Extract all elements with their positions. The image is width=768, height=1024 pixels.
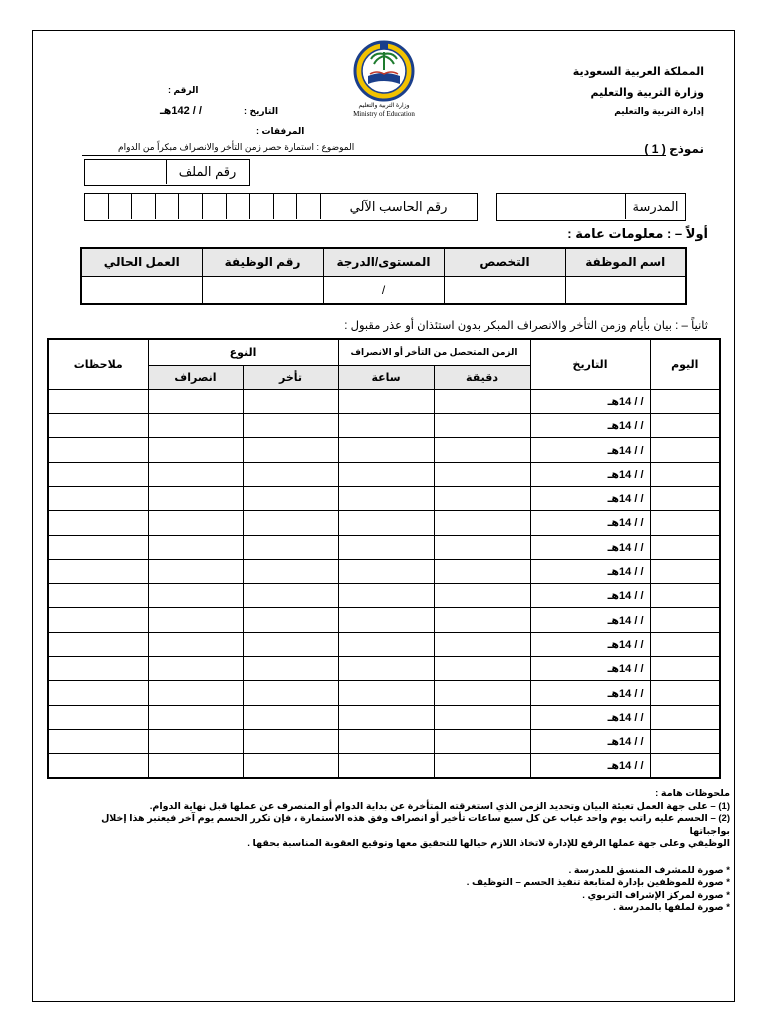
logo-caption-en: Ministry of Education <box>353 110 415 118</box>
leave-cell[interactable] <box>148 584 243 608</box>
date-cell[interactable]: / / 14هـ <box>530 754 650 778</box>
specialty-cell[interactable] <box>444 276 565 304</box>
minute-cell[interactable] <box>434 729 530 753</box>
late-cell[interactable] <box>243 584 338 608</box>
lateness-table <box>47 338 721 779</box>
late-cell[interactable] <box>243 535 338 559</box>
late-cell[interactable] <box>243 608 338 632</box>
day-cell[interactable] <box>650 414 720 438</box>
date-cell[interactable]: / / 14هـ <box>530 414 650 438</box>
date-cell[interactable]: / / 14هـ <box>530 729 650 753</box>
hour-cell[interactable] <box>338 657 434 681</box>
header-level-grade: المستوى/الدرجة <box>323 248 444 276</box>
section1-title: أولاً – : معلومات عامة : <box>567 226 708 241</box>
hour-cell[interactable] <box>338 681 434 705</box>
day-cell[interactable] <box>650 681 720 705</box>
notes-cell[interactable] <box>48 632 148 656</box>
date-cell[interactable]: / / 14هـ <box>530 486 650 510</box>
header-date: التاريخ <box>530 339 650 389</box>
header-current-work: العمل الحالي <box>81 248 202 276</box>
table-row <box>48 608 720 632</box>
minute-cell[interactable] <box>434 681 530 705</box>
hour-cell[interactable] <box>338 511 434 535</box>
notes-cell[interactable] <box>48 462 148 486</box>
minute-cell[interactable] <box>434 584 530 608</box>
minute-cell[interactable] <box>434 535 530 559</box>
header-time-group: الزمن المتحصل من التأخر أو الانصراف <box>338 339 530 365</box>
leave-cell[interactable] <box>148 657 243 681</box>
day-cell[interactable] <box>650 729 720 753</box>
table-row <box>48 584 720 608</box>
copy-line-2: * صورة للموظفين بإدارة لمتابعة تنفيذ الحسم – التوظيف . <box>466 877 730 888</box>
notes-cell[interactable] <box>48 389 148 413</box>
date-value: / / 142هـ <box>160 105 202 117</box>
school-label: المدرسة <box>625 194 685 219</box>
table-row <box>48 657 720 681</box>
hour-cell[interactable] <box>338 438 434 462</box>
job-number-cell[interactable] <box>202 276 323 304</box>
table-row <box>48 729 720 753</box>
file-number-box <box>84 159 250 186</box>
hour-cell[interactable] <box>338 389 434 413</box>
notes-cell[interactable] <box>48 681 148 705</box>
table-row <box>48 438 720 462</box>
header-hour: ساعة <box>338 365 434 389</box>
date-cell[interactable]: / / 14هـ <box>530 511 650 535</box>
late-cell[interactable] <box>243 754 338 778</box>
day-cell[interactable] <box>650 462 720 486</box>
notes-cell[interactable] <box>48 608 148 632</box>
header-minute: دقيقة <box>434 365 530 389</box>
leave-cell[interactable] <box>148 608 243 632</box>
minute-cell[interactable] <box>434 657 530 681</box>
minute-cell[interactable] <box>434 754 530 778</box>
minute-cell[interactable] <box>434 632 530 656</box>
late-cell[interactable] <box>243 511 338 535</box>
date-label: التاريخ : <box>244 106 279 116</box>
minute-cell[interactable] <box>434 511 530 535</box>
minute-cell[interactable] <box>434 414 530 438</box>
table-row <box>48 389 720 413</box>
hour-cell[interactable] <box>338 705 434 729</box>
copy-line-4: * صورة لملفها بالمدرسة . <box>613 902 730 913</box>
hour-cell[interactable] <box>338 608 434 632</box>
header-job-number: رقم الوظيفة <box>202 248 323 276</box>
file-number-label: رقم الملف <box>178 164 237 179</box>
hour-cell[interactable] <box>338 535 434 559</box>
day-cell[interactable] <box>650 657 720 681</box>
subject-rule <box>82 155 666 156</box>
table-row <box>48 414 720 438</box>
table-row <box>48 486 720 510</box>
date-cell[interactable]: / / 14هـ <box>530 657 650 681</box>
number-label: الرقم : <box>168 85 199 95</box>
header-type-group: النوع <box>148 339 338 365</box>
date-cell[interactable]: / / 14هـ <box>530 681 650 705</box>
header-late: تأخر <box>243 365 338 389</box>
late-cell[interactable] <box>243 681 338 705</box>
notes-section <box>60 788 730 915</box>
lateness-rows <box>48 389 720 778</box>
leave-cell[interactable] <box>148 729 243 753</box>
hour-cell[interactable] <box>338 414 434 438</box>
leave-cell[interactable] <box>148 559 243 583</box>
notes-cell[interactable] <box>48 511 148 535</box>
notes-cell[interactable] <box>48 414 148 438</box>
day-cell[interactable] <box>650 754 720 778</box>
late-cell[interactable] <box>243 462 338 486</box>
day-cell[interactable] <box>650 389 720 413</box>
notes-cell[interactable] <box>48 584 148 608</box>
note-item-1: (1) – على جهة العمل تعبئة البيان وتحديد الزمن الذي استغرقته المتأخرة عن بداية الدوام أو المنصرف عن عملها قبل نهاية الدوام. <box>149 800 730 812</box>
date-cell[interactable]: / / 14هـ <box>530 462 650 486</box>
notes-cell[interactable] <box>48 438 148 462</box>
hour-cell[interactable] <box>338 729 434 753</box>
form-number: نموذج ( 1 ) <box>644 142 704 156</box>
minute-cell[interactable] <box>434 705 530 729</box>
header-leave: انصراف <box>148 365 243 389</box>
notes-cell[interactable] <box>48 754 148 778</box>
minute-cell[interactable] <box>434 462 530 486</box>
header-employee-name: اسم الموظفة <box>565 248 686 276</box>
copy-line-3: * صورة لمركز الإشراف التربوي . <box>582 889 730 901</box>
notes-cell[interactable] <box>48 486 148 510</box>
notes-cell[interactable] <box>48 657 148 681</box>
employee-name-cell[interactable] <box>565 276 686 304</box>
table-row <box>48 705 720 729</box>
leave-cell[interactable] <box>148 511 243 535</box>
date-cell[interactable]: / / 14هـ <box>530 559 650 583</box>
date-cell[interactable]: / / 14هـ <box>530 632 650 656</box>
late-cell[interactable] <box>243 657 338 681</box>
day-cell[interactable] <box>650 632 720 656</box>
date-cell[interactable]: / / 14هـ <box>530 389 650 413</box>
table-row <box>48 754 720 778</box>
copy-line-1: * صورة للمشرف المنسق للمدرسة . <box>568 864 730 876</box>
late-cell[interactable] <box>243 632 338 656</box>
logo-caption-ar: وزارة التربية والتعليم <box>358 103 410 109</box>
minute-cell[interactable] <box>434 486 530 510</box>
late-cell[interactable] <box>243 559 338 583</box>
day-cell[interactable] <box>650 559 720 583</box>
day-cell[interactable] <box>650 608 720 632</box>
ministry-logo <box>346 40 422 102</box>
late-cell[interactable] <box>243 705 338 729</box>
minute-cell[interactable] <box>434 559 530 583</box>
hour-cell[interactable] <box>338 462 434 486</box>
day-cell[interactable] <box>650 584 720 608</box>
computer-number-digits[interactable] <box>85 194 320 219</box>
day-cell[interactable] <box>650 486 720 510</box>
leave-cell[interactable] <box>148 681 243 705</box>
current-work-cell[interactable] <box>81 276 202 304</box>
minute-cell[interactable] <box>434 438 530 462</box>
late-cell[interactable] <box>243 729 338 753</box>
leave-cell[interactable] <box>148 754 243 778</box>
day-cell[interactable] <box>650 438 720 462</box>
table-row <box>48 511 720 535</box>
header-notes: ملاحظات <box>48 339 148 389</box>
leave-cell[interactable] <box>148 705 243 729</box>
table-row <box>48 681 720 705</box>
day-cell[interactable] <box>650 535 720 559</box>
leave-cell[interactable] <box>148 632 243 656</box>
hour-cell[interactable] <box>338 486 434 510</box>
header-day: اليوم <box>650 339 720 389</box>
department-title: إدارة التربية والتعليم <box>614 106 704 116</box>
date-cell[interactable]: / / 14هـ <box>530 584 650 608</box>
day-cell[interactable] <box>650 511 720 535</box>
school-box <box>496 193 686 221</box>
notes-cell[interactable] <box>48 559 148 583</box>
late-cell[interactable] <box>243 389 338 413</box>
leave-cell[interactable] <box>148 414 243 438</box>
file-number-value[interactable] <box>85 160 167 184</box>
late-cell[interactable] <box>243 438 338 462</box>
table-row <box>48 462 720 486</box>
table-row <box>48 535 720 559</box>
date-cell[interactable]: / / 14هـ <box>530 535 650 559</box>
date-cell[interactable]: / / 14هـ <box>530 608 650 632</box>
minute-cell[interactable] <box>434 389 530 413</box>
leave-cell[interactable] <box>148 438 243 462</box>
computer-number-label: رقم الحاسب الآلي <box>320 194 476 219</box>
hour-cell[interactable] <box>338 584 434 608</box>
hour-cell[interactable] <box>338 559 434 583</box>
attachments-label: المرفقات : <box>256 126 305 136</box>
table-row <box>48 632 720 656</box>
ministry-title: وزارة التربية والتعليم <box>590 87 704 99</box>
notes-title: ملحوظات هامة : <box>655 788 730 799</box>
late-cell[interactable] <box>243 486 338 510</box>
notes-cell[interactable] <box>48 535 148 559</box>
leave-cell[interactable] <box>148 486 243 510</box>
kingdom-title: المملكة العربية السعودية <box>572 66 704 78</box>
notes-cell[interactable] <box>48 729 148 753</box>
late-cell[interactable] <box>243 414 338 438</box>
note-item-2-cont: الوظيفي وعلى جهة عملها الرفع للإدارة لاتخاذ اللازم حيالها للتحقيق معها وتوقيع العقوبة المناسبة بحقها . <box>247 838 730 849</box>
section2-title: ثانياً – : بيان بأيام وزمن التأخر والانصراف المبكر بدون استئذان أو عذر مقبول : <box>344 320 708 332</box>
hour-cell[interactable] <box>338 754 434 778</box>
note-item-2: (2) – الحسم عليه راتب يوم واحد غياب عن كل سبع ساعات تأخير أو انصراف وفق هذه الاستمارة ، فإن تكرر الحسم يوم آخر فيعتبر هذا إخلال بواجباتها <box>101 813 730 837</box>
level-grade-cell[interactable]: / <box>323 276 444 304</box>
hour-cell[interactable] <box>338 632 434 656</box>
leave-cell[interactable] <box>148 462 243 486</box>
day-cell[interactable] <box>650 705 720 729</box>
table-row <box>48 559 720 583</box>
notes-cell[interactable] <box>48 705 148 729</box>
computer-number-box <box>84 193 478 221</box>
subject-line: الموضوع : استمارة حصر زمن التأخر والانصراف مبكراً من الدوام <box>118 142 355 152</box>
general-info-table <box>80 247 687 305</box>
leave-cell[interactable] <box>148 535 243 559</box>
date-cell[interactable]: / / 14هـ <box>530 438 650 462</box>
header-specialty: التخصص <box>444 248 565 276</box>
leave-cell[interactable] <box>148 389 243 413</box>
date-cell[interactable]: / / 14هـ <box>530 705 650 729</box>
minute-cell[interactable] <box>434 608 530 632</box>
